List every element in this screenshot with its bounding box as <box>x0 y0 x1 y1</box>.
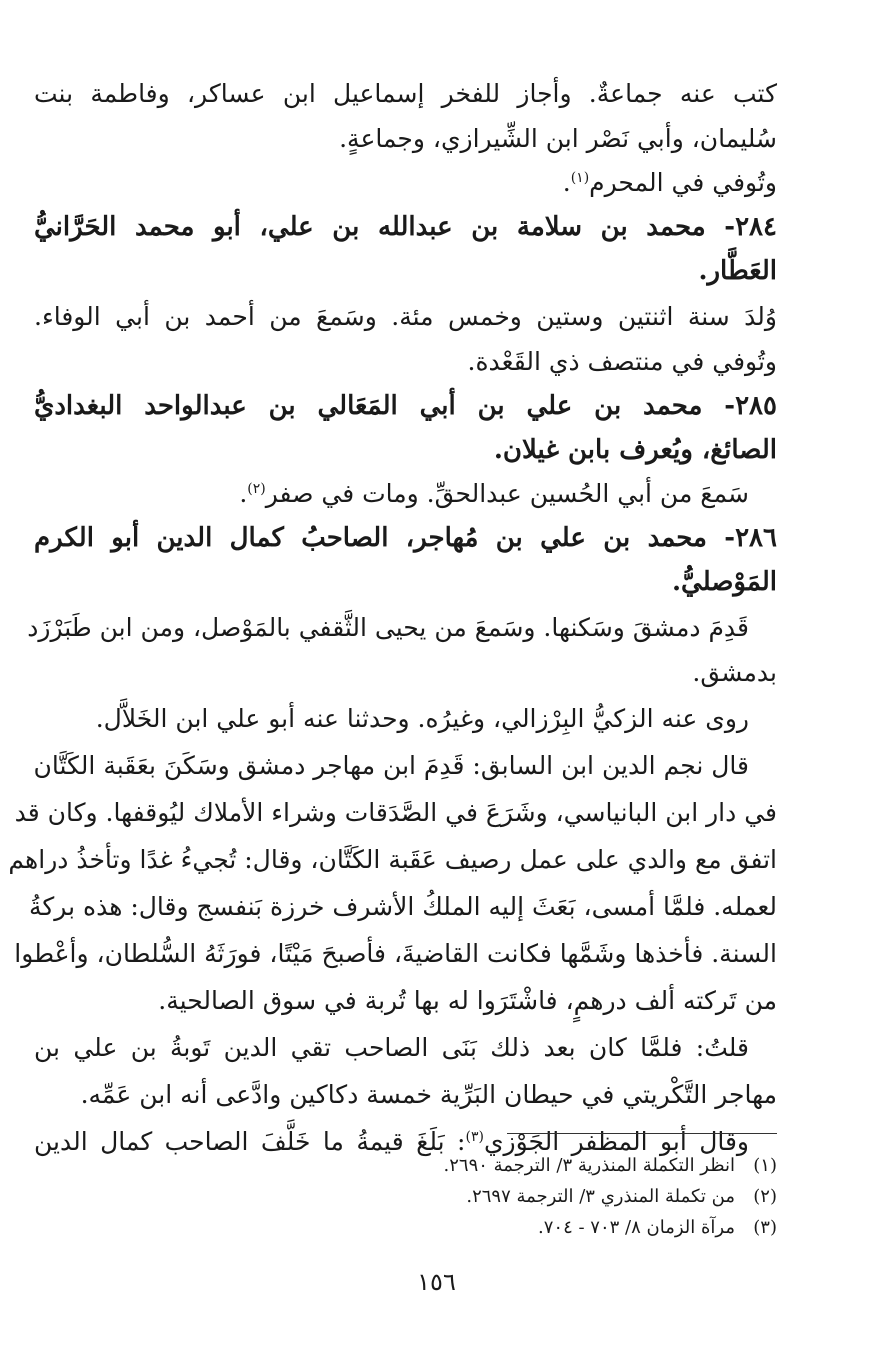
text-line: قلتُ: فلمَّا كان بعد ذلك بَنَى الصاحب تقي الدين تَوبةُ بن علي بن <box>34 1033 749 1062</box>
footnote-text: انظر التكملة المنذرية ٣/ الترجمة ٢٦٩٠. <box>443 1155 735 1176</box>
footnote-3 <box>60 1212 777 1243</box>
entry-heading-286: ٢٨٦- محمد بن علي بن مُهاجر، الصاحبُ كمال الدين أبو الكرم <box>34 523 777 553</box>
footnote-divider <box>507 1133 777 1134</box>
text-line: لعمله. فلمَّا أمسى، بَعَثَ إليه الملكُ الأشرف خرزة بَنفسج وقال: هذه بركةُ <box>28 892 777 921</box>
text-line: وتُوفي في منتصف ذي القَعْدة. <box>467 347 777 376</box>
entry-heading-285-cont: الصائغ، ويُعرف بابن غيلان. <box>493 435 777 465</box>
text-line: في دار ابن البانياسي، وشَرَعَ في الصَّدَقات وشراء الأملاك ليُوقفها. وكان قد <box>14 798 777 827</box>
text-line: كتب عنه جماعةٌ. وأجاز للفخر إسماعيل ابن عساكر، وفاطمة بنت <box>34 79 777 108</box>
page-number: ١٥٦ <box>417 1268 456 1296</box>
footnote-number: (١) <box>753 1155 777 1176</box>
text-line: السنة. فأخذها وشَمَّها فكانت القاضيةَ، فأصبحَ مَيْتًا، فورَثَهُ السُّلطان، وأعْطوا <box>14 939 777 968</box>
text-line: وُلدَ سنة اثنتين وستين وخمس مئة. وسَمعَ من أحمد بن أبي الوفاء. <box>34 302 777 331</box>
footnote-number: (٢) <box>753 1186 777 1207</box>
text-segment: وتُوفي في المحرم <box>589 168 777 197</box>
footnote-text: من تكملة المنذري ٣/ الترجمة ٢٦٩٧. <box>466 1186 735 1207</box>
text-segment: سَمعَ من أبي الحُسين عبدالحقِّ. ومات في صفر <box>265 479 749 508</box>
footnote-number: (٣) <box>753 1217 777 1238</box>
footnote-1 <box>60 1150 777 1181</box>
footnote-ref: (٢) <box>247 481 266 497</box>
text-line: سُليمان، وأبي نَصْر ابن الشِّيرازي، وجماعةٍ. <box>339 124 777 153</box>
text-line: قَدِمَ دمشقَ وسَكنها. وسَمعَ من يحيى الثَّقفي بالمَوْصل، ومن ابن طَبَرْزَد <box>27 613 749 642</box>
footnote-2 <box>60 1181 777 1212</box>
text-line: من تَركته ألف درهمٍ، فاشْتَرَوا له بها تُربة في سوق الصالحية. <box>158 986 777 1015</box>
text-line: روى عنه الزكيُّ البِرْزالي، وغيرُه. وحدثنا عنه أبو علي ابن الخَلاَّل. <box>95 704 749 733</box>
footnote-ref: (٣) <box>465 1129 484 1145</box>
text-segment: : بَلَغَ قيمةُ ما خَلَّفَ الصاحب كمال الدين <box>34 1127 466 1156</box>
footnotes <box>60 1150 777 1243</box>
text-segment: وقال أبو المظفر الجَوْزي <box>483 1127 750 1156</box>
entry-heading-285: ٢٨٥- محمد بن علي بن أبي المَعَالي بن عبدالواحد البغداديُّ <box>34 391 777 421</box>
footnote-ref: (١) <box>570 170 590 186</box>
text-segment: . <box>239 479 248 508</box>
entry-heading-284: ٢٨٤- محمد بن سلامة بن عبدالله بن علي، أبو محمد الحَرَّانيُّ <box>34 212 777 242</box>
text-segment: . <box>562 168 571 197</box>
text-line: اتفق مع والدي على عمل رصيف عَقَبة الكَتَّان، وقال: تُجيءُ غدًا وتأخذُ دراهم <box>8 845 777 874</box>
text-line <box>34 161 777 205</box>
text-line: بدمشق. <box>692 658 777 687</box>
text-line: مهاجر التَّكْريتي في حيطان البَرِّية خمسة دكاكين وادَّعى أنه ابن عَمِّه. <box>80 1080 777 1109</box>
text-line: قال نجم الدين ابن السابق: قَدِمَ ابن مهاجر دمشق وسَكَنَ بعَقَبة الكَتَّان <box>33 751 749 780</box>
entry-heading-284-cont: العَطَّار. <box>698 256 777 286</box>
main-text <box>8 70 777 1165</box>
text-line <box>34 472 777 516</box>
entry-heading-286-cont: المَوْصليُّ. <box>671 567 777 597</box>
footnote-text: مرآة الزمان ٨/ ٧٠٣ - ٧٠٤. <box>538 1217 735 1238</box>
